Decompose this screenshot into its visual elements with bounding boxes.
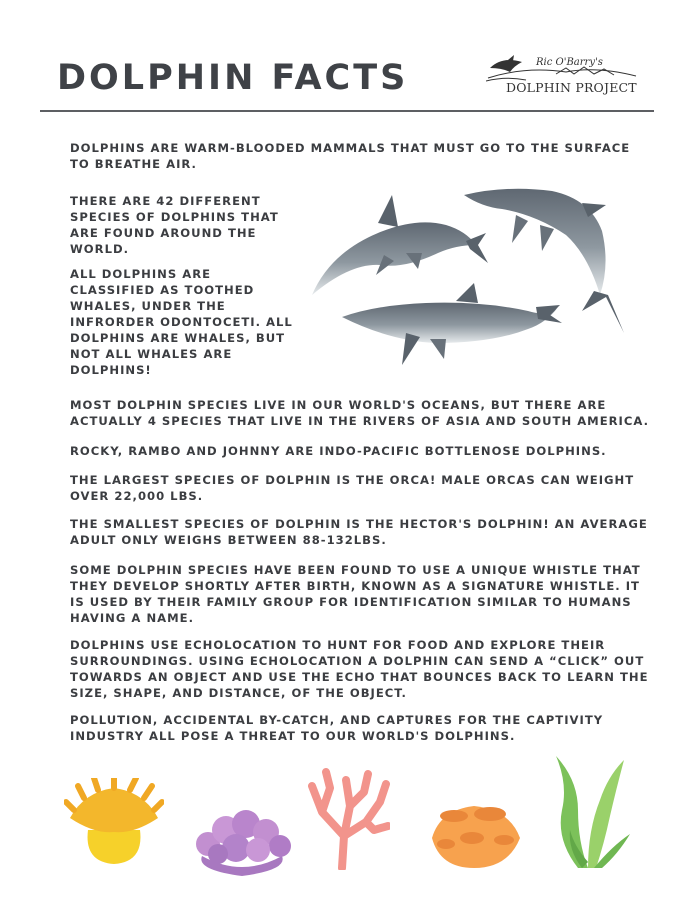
dolphin-project-logo: [486, 54, 644, 104]
fact-species-count: THERE ARE 42 DIFFERENT SPECIES OF DOLPHINS THAT ARE FOUND AROUND THE WORLD.: [70, 194, 279, 256]
fact-rocky-rambo-johnny: ROCKY, RAMBO AND JOHNNY ARE INDO-PACIFIC BOTTLENOSE DOLPHINS.: [70, 444, 607, 458]
fact-echolocation: DOLPHINS USE ECHOLOCATION TO HUNT FOR FOOD AND EXPLORE THEIR SURROUNDINGS. USING ECHOLOCATION A DOLPHIN CAN SEND A “CLICK” OUT TOWARDS AN OBJECT AND USE THE ECHO THAT BOUNCES BACK TO LEARN THE SIZE, SHAPE, AND DISTANCE, OF THE OBJECT.: [70, 638, 649, 700]
fact-classification: ALL DOLPHINS ARE CLASSIFIED AS TOOTHED WHALES, UNDER THE INFRORDER ODONTOCETI. ALL DOLPHINS ARE WHALES, BUT NOT ALL WHALES ARE DOLPHINS!: [70, 267, 293, 377]
page-title: DOLPHIN FACTS: [57, 58, 409, 98]
logo-tagline: Ric O'Barry's: [536, 57, 603, 68]
purple-coral: [190, 796, 294, 876]
dolphin-trio-illustration: [306, 183, 636, 373]
fact-warm-blooded: DOLPHINS ARE WARM-BLOODED MAMMALS THAT MUST GO TO THE SURFACE TO BREATHE AIR.: [70, 141, 631, 171]
orange-sponge: [426, 798, 524, 868]
green-seaweed: [548, 750, 632, 870]
fact-signature-whistle: SOME DOLPHIN SPECIES HAVE BEEN FOUND TO USE A UNIQUE WHISTLE THAT THEY DEVELOP SHORTLY AFTER BIRTH, KNOWN AS A SIGNATURE WHISTLE. IT IS USED BY THEIR FAMILY GROUP FOR IDENTIFICATION SIMILAR TO HUMANS HAVING A NAME.: [70, 563, 641, 625]
fact-hectors-dolphin: THE SMALLEST SPECIES OF DOLPHIN IS THE HECTOR'S DOLPHIN! AN AVERAGE ADULT ONLY WEIGHS BETWEEN 88-132LBS.: [70, 517, 648, 547]
header-divider: [40, 110, 654, 112]
fact-threats: POLLUTION, ACCIDENTAL BY-CATCH, AND CAPTURES FOR THE CAPTIVITY INDUSTRY ALL POSE A THREAT TO OUR WORLD'S DOLPHINS.: [70, 713, 604, 743]
fact-river-species: MOST DOLPHIN SPECIES LIVE IN OUR WORLD'S OCEANS, BUT THERE ARE ACTUALLY 4 SPECIES THAT LIVE IN THE RIVERS OF ASIA AND SOUTH AMERICA.: [70, 398, 649, 428]
dolphin-bottom: [342, 283, 562, 365]
pink-coral: [308, 766, 390, 870]
sea-anemone: [64, 778, 164, 868]
dolphin-left: [312, 195, 488, 295]
fact-orca: THE LARGEST SPECIES OF DOLPHIN IS THE ORCA! MALE ORCAS CAN WEIGHT OVER 22,000 LBS.: [70, 473, 635, 503]
logo-name: DOLPHIN PROJECT: [506, 80, 637, 95]
